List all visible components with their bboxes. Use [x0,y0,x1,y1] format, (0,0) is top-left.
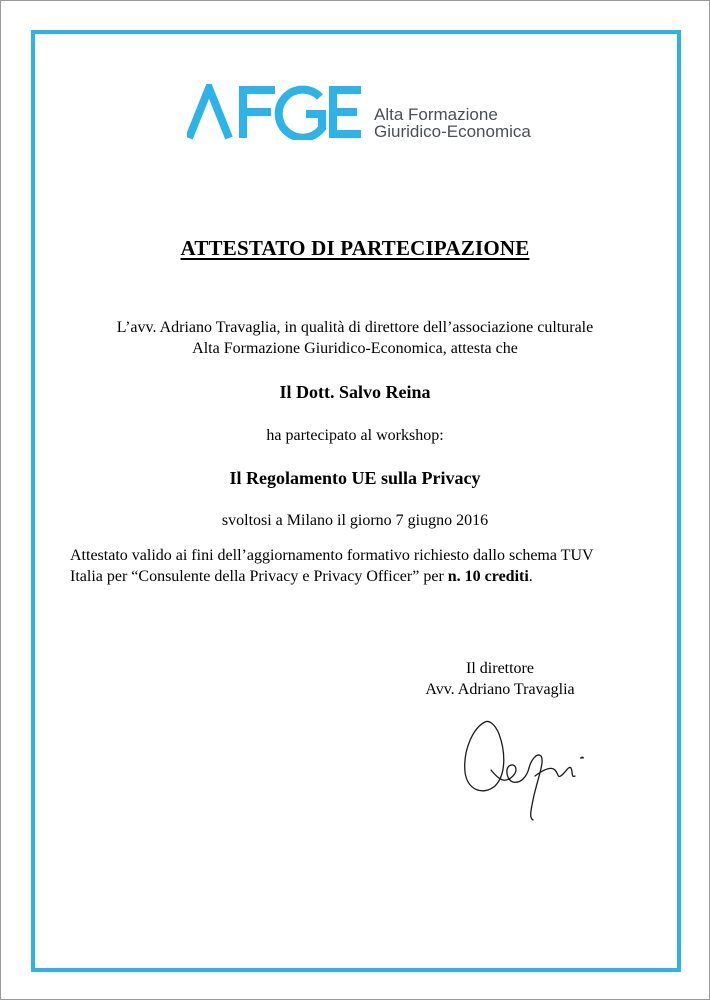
recipient-name: Il Dott. Salvo Reina [279,382,431,402]
validity-line-2 [70,566,650,587]
handwritten-signature [455,710,595,825]
participated-text: ha partecipato al workshop: [266,427,444,444]
intro-line-1: L’avv. Adriano Travaglia, in qualità di direttore dell’associazione culturale [116,319,594,336]
validity-paragraph [70,545,650,587]
afge-logo-mark [187,84,367,140]
validity-credits: n. 10 crediti [447,568,529,585]
logo-line-1: Alta Formazione [374,105,498,124]
workshop-title: Il Regolamento UE sulla Privacy [229,468,481,488]
validity-end: . [528,568,533,585]
validity-line-1: Attestato valido ai fini dell’aggiornamento formativo richiesto dallo schema TUV [70,547,594,564]
signatory-name: Avv. Adriano Travaglia [425,681,575,698]
signature-block [400,658,600,700]
date-place-text: svoltosi a Milano il giorno 7 giugno 2016 [221,512,489,529]
certificate-title: ATTESTATO DI PARTECIPAZIONE [180,236,530,260]
logo-line-2: Giuridico-Economica [374,122,531,141]
signatory-role: Il direttore [466,660,534,677]
intro-line-2: Alta Formazione Giuridico-Economica, attesta che [192,340,518,357]
intro-paragraph [0,317,710,359]
afge-logo-text [374,106,531,140]
certificate-frame [31,30,681,972]
validity-line-2-text: Italia per “Consulente della Privacy e Privacy Officer” per [70,568,448,585]
